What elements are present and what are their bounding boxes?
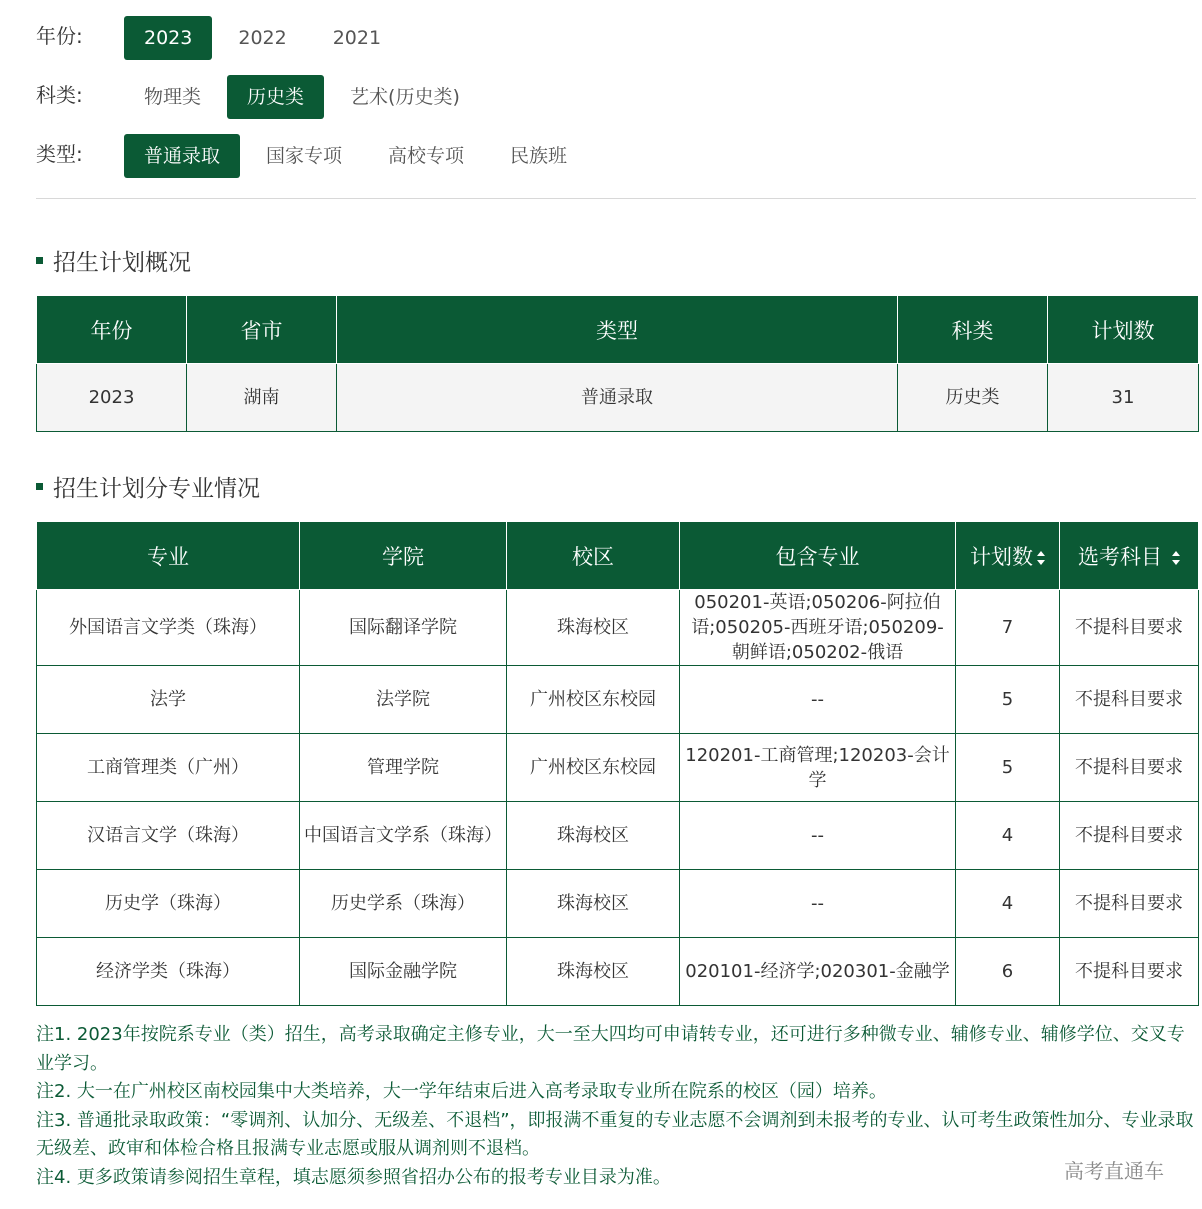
majors-header-major: 专业 bbox=[37, 522, 300, 590]
note-3: 注3. 普通批录取政策：“零调剂、认加分、无级差、不退档”，即报满不重复的专业志愿不会调剂到未报考的专业、认可考生政策性加分、专业录取无级差、政审和体检合格且报满专业志愿或服从调剂则不退档。 bbox=[36, 1109, 1194, 1159]
major-cell: 汉语言文学（珠海） bbox=[37, 802, 300, 870]
overview-header-row bbox=[37, 296, 1199, 364]
plan-cell: 5 bbox=[956, 734, 1060, 802]
section-title-majors-text: 招生计划分专业情况 bbox=[53, 476, 260, 502]
overview-header-province: 省市 bbox=[187, 296, 337, 364]
overview-table bbox=[36, 295, 1199, 432]
majors-header-plan[interactable] bbox=[956, 522, 1060, 590]
subject-option-art-history[interactable]: 艺术(历史类) bbox=[350, 86, 460, 108]
subjects-cell: 不提科目要求 bbox=[1060, 802, 1199, 870]
table-row bbox=[37, 666, 1199, 734]
plan-cell: 5 bbox=[956, 666, 1060, 734]
included-cell: -- bbox=[680, 870, 956, 938]
included-cell: 050201-英语;050206-阿拉伯语;050205-西班牙语;050209-朝鲜语;050202-俄语 bbox=[680, 590, 956, 666]
filter-label-type: 类型: bbox=[36, 141, 83, 166]
majors-header-subjects[interactable] bbox=[1060, 522, 1199, 590]
type-option-university[interactable]: 高校专项 bbox=[388, 145, 465, 167]
filter-label-subject: 科类: bbox=[36, 82, 83, 107]
major-cell: 外国语言文学类（珠海） bbox=[37, 590, 300, 666]
overview-cell-plan: 31 bbox=[1048, 364, 1199, 432]
subjects-cell: 不提科目要求 bbox=[1060, 938, 1199, 1006]
filter-label-year: 年份: bbox=[36, 23, 83, 48]
plan-cell: 4 bbox=[956, 870, 1060, 938]
major-cell: 历史学（珠海） bbox=[37, 870, 300, 938]
sort-icon[interactable] bbox=[1037, 551, 1045, 565]
campus-cell: 珠海校区 bbox=[507, 802, 680, 870]
overview-cell-province: 湖南 bbox=[187, 364, 337, 432]
majors-header-campus: 校区 bbox=[507, 522, 680, 590]
section-marker bbox=[36, 483, 43, 490]
table-row bbox=[37, 938, 1199, 1006]
campus-cell: 广州校区东校园 bbox=[507, 666, 680, 734]
section-title-overview-text: 招生计划概况 bbox=[53, 250, 191, 276]
subjects-cell: 不提科目要求 bbox=[1060, 734, 1199, 802]
filter-row-type bbox=[36, 134, 1196, 178]
table-row bbox=[37, 590, 1199, 666]
college-cell: 历史学系（珠海） bbox=[300, 870, 507, 938]
campus-cell: 珠海校区 bbox=[507, 870, 680, 938]
filter-row-subject bbox=[36, 75, 1196, 119]
plan-cell: 7 bbox=[956, 590, 1060, 666]
sort-icon[interactable] bbox=[1172, 551, 1180, 565]
section-title-overview bbox=[36, 244, 191, 277]
college-cell: 中国语言文学系（珠海） bbox=[300, 802, 507, 870]
included-cell: 120201-工商管理;120203-会计学 bbox=[680, 734, 956, 802]
majors-header-included: 包含专业 bbox=[680, 522, 956, 590]
subjects-cell: 不提科目要求 bbox=[1060, 870, 1199, 938]
note-2: 注2. 大一在广州校区南校园集中大类培养，大一学年结束后进入高考录取专业所在院系的校区（园）培养。 bbox=[36, 1081, 887, 1102]
note-1: 注1. 2023年按院系专业（类）招生，高考录取确定主修专业，大一至大四均可申请转专业，还可进行多种微专业、辅修专业、辅修学位、交叉专业学习。 bbox=[36, 1024, 1185, 1074]
type-option-regular[interactable]: 普通录取 bbox=[124, 134, 240, 178]
table-row bbox=[37, 870, 1199, 938]
table-row bbox=[37, 802, 1199, 870]
included-cell: -- bbox=[680, 666, 956, 734]
overview-cell-year: 2023 bbox=[37, 364, 187, 432]
table-row bbox=[37, 734, 1199, 802]
overview-header-year: 年份 bbox=[37, 296, 187, 364]
section-title-majors bbox=[36, 470, 260, 503]
filter-divider bbox=[36, 198, 1196, 199]
majors-header-college: 学院 bbox=[300, 522, 507, 590]
college-cell: 国际翻译学院 bbox=[300, 590, 507, 666]
type-option-national[interactable]: 国家专项 bbox=[266, 145, 343, 167]
subjects-cell: 不提科目要求 bbox=[1060, 590, 1199, 666]
filter-panel bbox=[36, 16, 1196, 193]
major-cell: 法学 bbox=[37, 666, 300, 734]
subjects-cell: 不提科目要求 bbox=[1060, 666, 1199, 734]
overview-header-subject: 科类 bbox=[898, 296, 1048, 364]
year-option-2021[interactable]: 2021 bbox=[332, 27, 382, 49]
subject-option-history[interactable]: 历史类 bbox=[227, 75, 324, 119]
overview-header-type: 类型 bbox=[337, 296, 898, 364]
section-marker bbox=[36, 257, 43, 264]
included-cell: -- bbox=[680, 802, 956, 870]
overview-cell-subject: 历史类 bbox=[898, 364, 1048, 432]
major-cell: 经济学类（珠海） bbox=[37, 938, 300, 1006]
overview-cell-type: 普通录取 bbox=[337, 364, 898, 432]
college-cell: 管理学院 bbox=[300, 734, 507, 802]
plan-cell: 4 bbox=[956, 802, 1060, 870]
campus-cell: 广州校区东校园 bbox=[507, 734, 680, 802]
overview-header-plan: 计划数 bbox=[1048, 296, 1199, 364]
majors-header-subjects-text: 选考科目 bbox=[1078, 544, 1162, 569]
plan-cell: 6 bbox=[956, 938, 1060, 1006]
table-row bbox=[37, 364, 1199, 432]
major-cell: 工商管理类（广州） bbox=[37, 734, 300, 802]
year-option-2022[interactable]: 2022 bbox=[238, 27, 287, 49]
college-cell: 国际金融学院 bbox=[300, 938, 507, 1006]
majors-table bbox=[36, 521, 1199, 1006]
year-option-2023[interactable]: 2023 bbox=[124, 16, 212, 60]
majors-header-plan-text: 计划数 bbox=[970, 544, 1033, 569]
note-4: 注4. 更多政策请参阅招生章程，填志愿须参照省招办公布的报考专业目录为准。 bbox=[36, 1166, 671, 1188]
campus-cell: 珠海校区 bbox=[507, 938, 680, 1006]
watermark: 高考直通车 bbox=[1064, 1159, 1164, 1183]
campus-cell: 珠海校区 bbox=[507, 590, 680, 666]
majors-header-row bbox=[37, 522, 1199, 590]
college-cell: 法学院 bbox=[300, 666, 507, 734]
notes-block bbox=[36, 1021, 1196, 1192]
included-cell: 020101-经济学;020301-金融学 bbox=[680, 938, 956, 1006]
subject-option-physics[interactable]: 物理类 bbox=[144, 86, 202, 108]
filter-row-year bbox=[36, 16, 1196, 60]
type-option-ethnic[interactable]: 民族班 bbox=[510, 145, 568, 167]
